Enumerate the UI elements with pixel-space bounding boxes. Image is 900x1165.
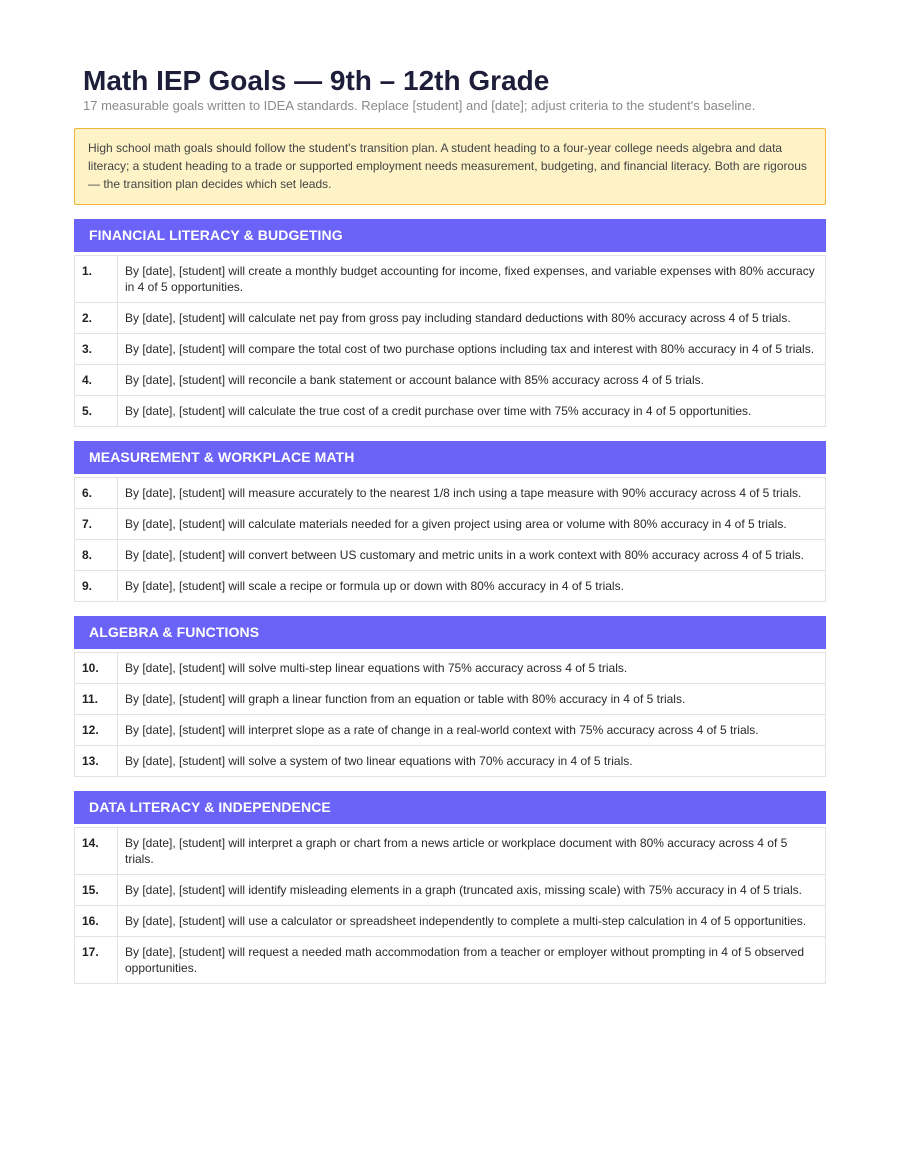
goal-table	[74, 477, 826, 602]
goal-text: By [date], [student] will create a monthly budget accounting for income, fixed expenses, and variable expenses with 80% accuracy in 4 of 5 opportunities.	[118, 256, 826, 303]
section-measurement	[74, 441, 826, 602]
goal-table	[74, 652, 826, 777]
goal-row	[75, 509, 826, 540]
goal-number: 16.	[75, 906, 118, 937]
page-title: Math IEP Goals — 9th – 12th Grade	[83, 65, 550, 96]
goal-number: 10.	[75, 653, 118, 684]
goal-table	[74, 827, 826, 984]
transition-plan-note: High school math goals should follow the student's transition plan. A student heading to a four-year college needs algebra and data literacy; a student heading to a trade or supported employment needs measurement, budgeting, and financial literacy. Both are rigorous — the transition plan decides which set leads.	[74, 128, 826, 205]
goal-text: By [date], [student] will request a needed math accommodation from a teacher or employer without prompting in 4 of 5 observed opportunities.	[118, 937, 826, 984]
goal-text: By [date], [student] will calculate net pay from gross pay including standard deductions with 80% accuracy across 4 of 5 trials.	[118, 303, 826, 334]
section-header: FINANCIAL LITERACY & BUDGETING	[74, 219, 826, 252]
goal-text: By [date], [student] will graph a linear function from an equation or table with 80% accuracy in 4 of 5 trials.	[118, 684, 826, 715]
section-header: DATA LITERACY & INDEPENDENCE	[74, 791, 826, 824]
goal-number: 1.	[75, 256, 118, 303]
goal-row	[75, 746, 826, 777]
goal-table	[74, 255, 826, 427]
goal-text: By [date], [student] will identify misleading elements in a graph (truncated axis, missing scale) with 75% accuracy in 4 of 5 trials.	[118, 875, 826, 906]
goal-number: 6.	[75, 478, 118, 509]
goal-text: By [date], [student] will solve a system of two linear equations with 70% accuracy in 4 of 5 trials.	[118, 746, 826, 777]
goal-row	[75, 396, 826, 427]
goal-number: 8.	[75, 540, 118, 571]
goal-row	[75, 365, 826, 396]
section-financial-literacy	[74, 219, 826, 427]
goal-number: 15.	[75, 875, 118, 906]
goal-text: By [date], [student] will interpret slope as a rate of change in a real-world context with 75% accuracy across 4 of 5 trials.	[118, 715, 826, 746]
goal-row	[75, 540, 826, 571]
goal-number: 17.	[75, 937, 118, 984]
section-algebra	[74, 616, 826, 777]
goal-text: By [date], [student] will interpret a graph or chart from a news article or workplace document with 80% accuracy across 4 of 5 trials.	[118, 828, 826, 875]
goal-number: 11.	[75, 684, 118, 715]
goal-number: 4.	[75, 365, 118, 396]
goal-row	[75, 334, 826, 365]
goal-row	[75, 875, 826, 906]
goal-number: 12.	[75, 715, 118, 746]
goal-sections	[74, 219, 826, 984]
goal-text: By [date], [student] will compare the total cost of two purchase options including tax and interest with 80% accuracy in 4 of 5 trials.	[118, 334, 826, 365]
goal-text: By [date], [student] will calculate the true cost of a credit purchase over time with 75% accuracy in 4 of 5 opportunities.	[118, 396, 826, 427]
goal-row	[75, 937, 826, 984]
goal-number: 7.	[75, 509, 118, 540]
goal-row	[75, 571, 826, 602]
goal-row	[75, 906, 826, 937]
goal-number: 5.	[75, 396, 118, 427]
goal-row	[75, 828, 826, 875]
page-subtitle: 17 measurable goals written to IDEA standards. Replace [student] and [date]; adjust criteria to the student's baseline.	[83, 98, 756, 113]
section-data-literacy	[74, 791, 826, 984]
goal-text: By [date], [student] will reconcile a bank statement or account balance with 85% accuracy across 4 of 5 trials.	[118, 365, 826, 396]
goal-number: 13.	[75, 746, 118, 777]
goal-text: By [date], [student] will solve multi-step linear equations with 75% accuracy across 4 of 5 trials.	[118, 653, 826, 684]
goal-text: By [date], [student] will scale a recipe or formula up or down with 80% accuracy in 4 of 5 trials.	[118, 571, 826, 602]
section-header: ALGEBRA & FUNCTIONS	[74, 616, 826, 649]
goal-text: By [date], [student] will calculate materials needed for a given project using area or volume with 80% accuracy in 4 of 5 trials.	[118, 509, 826, 540]
goal-row	[75, 653, 826, 684]
goal-row	[75, 478, 826, 509]
goal-text: By [date], [student] will convert between US customary and metric units in a work context with 80% accuracy across 4 of 5 trials.	[118, 540, 826, 571]
goal-number: 2.	[75, 303, 118, 334]
goal-text: By [date], [student] will measure accurately to the nearest 1/8 inch using a tape measure with 90% accuracy across 4 of 5 trials.	[118, 478, 826, 509]
goal-row	[75, 303, 826, 334]
goal-number: 3.	[75, 334, 118, 365]
goal-row	[75, 715, 826, 746]
goal-text: By [date], [student] will use a calculator or spreadsheet independently to complete a multi-step calculation in 4 of 5 opportunities.	[118, 906, 826, 937]
goal-number: 14.	[75, 828, 118, 875]
goal-number: 9.	[75, 571, 118, 602]
goal-row	[75, 684, 826, 715]
goal-row	[75, 256, 826, 303]
section-header: MEASUREMENT & WORKPLACE MATH	[74, 441, 826, 474]
